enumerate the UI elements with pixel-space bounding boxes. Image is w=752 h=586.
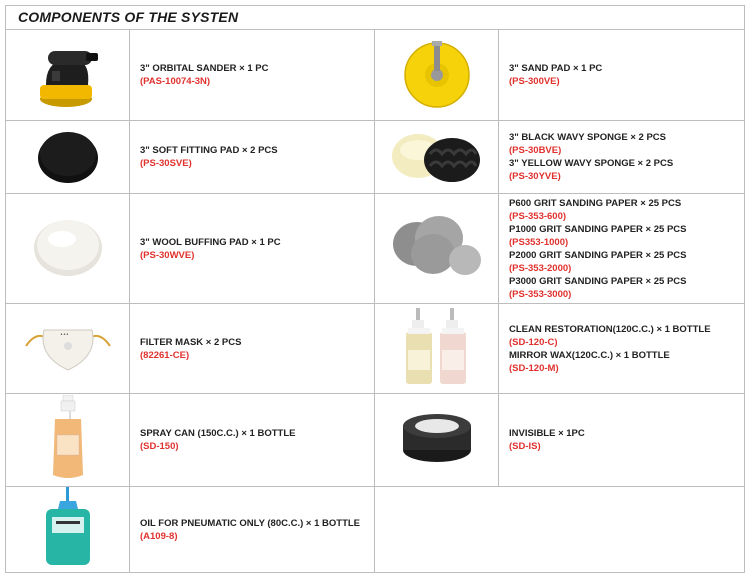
item-name: OIL FOR PNEUMATIC ONLY (80C.C.) × 1 BOTTLE xyxy=(140,517,361,529)
item-code: (SD-120-C) xyxy=(509,336,558,348)
orbital-sander-icon xyxy=(28,33,108,113)
sanding-paper-icon xyxy=(387,206,487,286)
soft-fitting-pad-icon xyxy=(33,124,103,186)
item-cell xyxy=(130,121,375,194)
image-cell xyxy=(6,394,130,487)
item-name: 3" WOOL BUFFING PAD × 1 PC xyxy=(140,236,281,248)
wool-buffing-pad-icon xyxy=(30,213,106,279)
page-title: COMPONENTS OF THE SYSTEN xyxy=(18,9,239,25)
item-code: (PAS-10074-3N) xyxy=(140,76,211,87)
tape-roll-icon xyxy=(397,410,477,466)
item-code: (PS-353-2000) xyxy=(509,262,572,274)
oil-bottle-icon xyxy=(38,487,98,567)
item-name: 3" BLACK WAVY SPONGE × 2 PCS xyxy=(509,132,666,143)
item-cell xyxy=(499,121,745,194)
item-name: FILTER MASK × 2 PCS xyxy=(140,336,242,348)
table-row xyxy=(6,194,745,304)
item-name: SPRAY CAN (150C.C.) × 1 BOTTLE xyxy=(140,428,296,439)
item-name: INVISIBLE × 1PC xyxy=(509,428,585,439)
spray-can-icon xyxy=(45,395,91,481)
item-cell xyxy=(499,194,745,304)
image-cell xyxy=(6,121,130,194)
image-cell xyxy=(375,394,499,487)
item-code: (A109-8) xyxy=(140,530,178,542)
item-code: (PS353-1000) xyxy=(509,236,569,248)
table-row xyxy=(6,304,745,394)
item-name: P600 GRIT SANDING PAPER × 25 PCS xyxy=(509,197,682,209)
item-code: (PS-300VE) xyxy=(509,76,560,87)
bottles-icon xyxy=(402,306,472,386)
item-code: (PS-30YVE) xyxy=(509,171,561,182)
item-code: (SD-150) xyxy=(140,441,179,452)
item-name: P2000 GRIT SANDING PAPER × 25 PCS xyxy=(509,249,687,261)
item-cell xyxy=(499,394,745,487)
table-row xyxy=(6,121,745,194)
empty-cell xyxy=(499,487,745,573)
sand-pad-icon xyxy=(397,33,477,113)
item-name: 3" ORBITAL SANDER × 1 PC xyxy=(140,63,269,74)
filter-mask-icon xyxy=(18,316,118,376)
table-row xyxy=(6,487,745,573)
components-table xyxy=(5,29,745,573)
image-cell xyxy=(6,304,130,394)
item-name: P1000 GRIT SANDING PAPER × 25 PCS xyxy=(509,223,687,235)
image-cell xyxy=(6,487,130,573)
item-cell xyxy=(130,304,375,394)
item-name: 3" SOFT FITTING PAD × 2 PCS xyxy=(140,145,278,156)
wavy-sponge-icon xyxy=(388,124,486,186)
item-code: (SD-IS) xyxy=(509,441,541,452)
item-name: MIRROR WAX(120C.C.) × 1 BOTTLE xyxy=(509,349,670,361)
table-row xyxy=(6,30,745,121)
item-cell xyxy=(130,487,375,573)
image-cell xyxy=(375,304,499,394)
item-name: 3" SAND PAD × 1 PC xyxy=(509,63,603,74)
item-code: (PS-30SVE) xyxy=(140,158,192,169)
item-cell xyxy=(499,304,745,394)
item-code: (82261-CE) xyxy=(140,349,190,361)
item-name: CLEAN RESTORATION(120C.C.) × 1 BOTTLE xyxy=(509,323,711,335)
item-cell xyxy=(499,30,745,121)
item-code: (PS-353-600) xyxy=(509,210,567,222)
item-name: P3000 GRIT SANDING PAPER × 25 PCS xyxy=(509,275,687,287)
image-cell xyxy=(375,121,499,194)
item-cell xyxy=(130,30,375,121)
svg-text:•••: ••• xyxy=(59,332,69,338)
item-code: (SD-120-M) xyxy=(509,362,559,374)
item-name: 3" YELLOW WAVY SPONGE × 2 PCS xyxy=(509,158,674,169)
item-cell xyxy=(130,394,375,487)
item-code: (PS-30WVE) xyxy=(140,249,195,261)
image-cell xyxy=(6,194,130,304)
image-cell xyxy=(375,30,499,121)
title-bar xyxy=(5,5,745,29)
item-code: (PS-353-3000) xyxy=(509,288,572,300)
item-cell xyxy=(130,194,375,304)
image-cell xyxy=(6,30,130,121)
empty-cell xyxy=(375,487,499,573)
image-cell xyxy=(375,194,499,304)
table-row xyxy=(6,394,745,487)
item-code: (PS-30BVE) xyxy=(509,145,562,156)
